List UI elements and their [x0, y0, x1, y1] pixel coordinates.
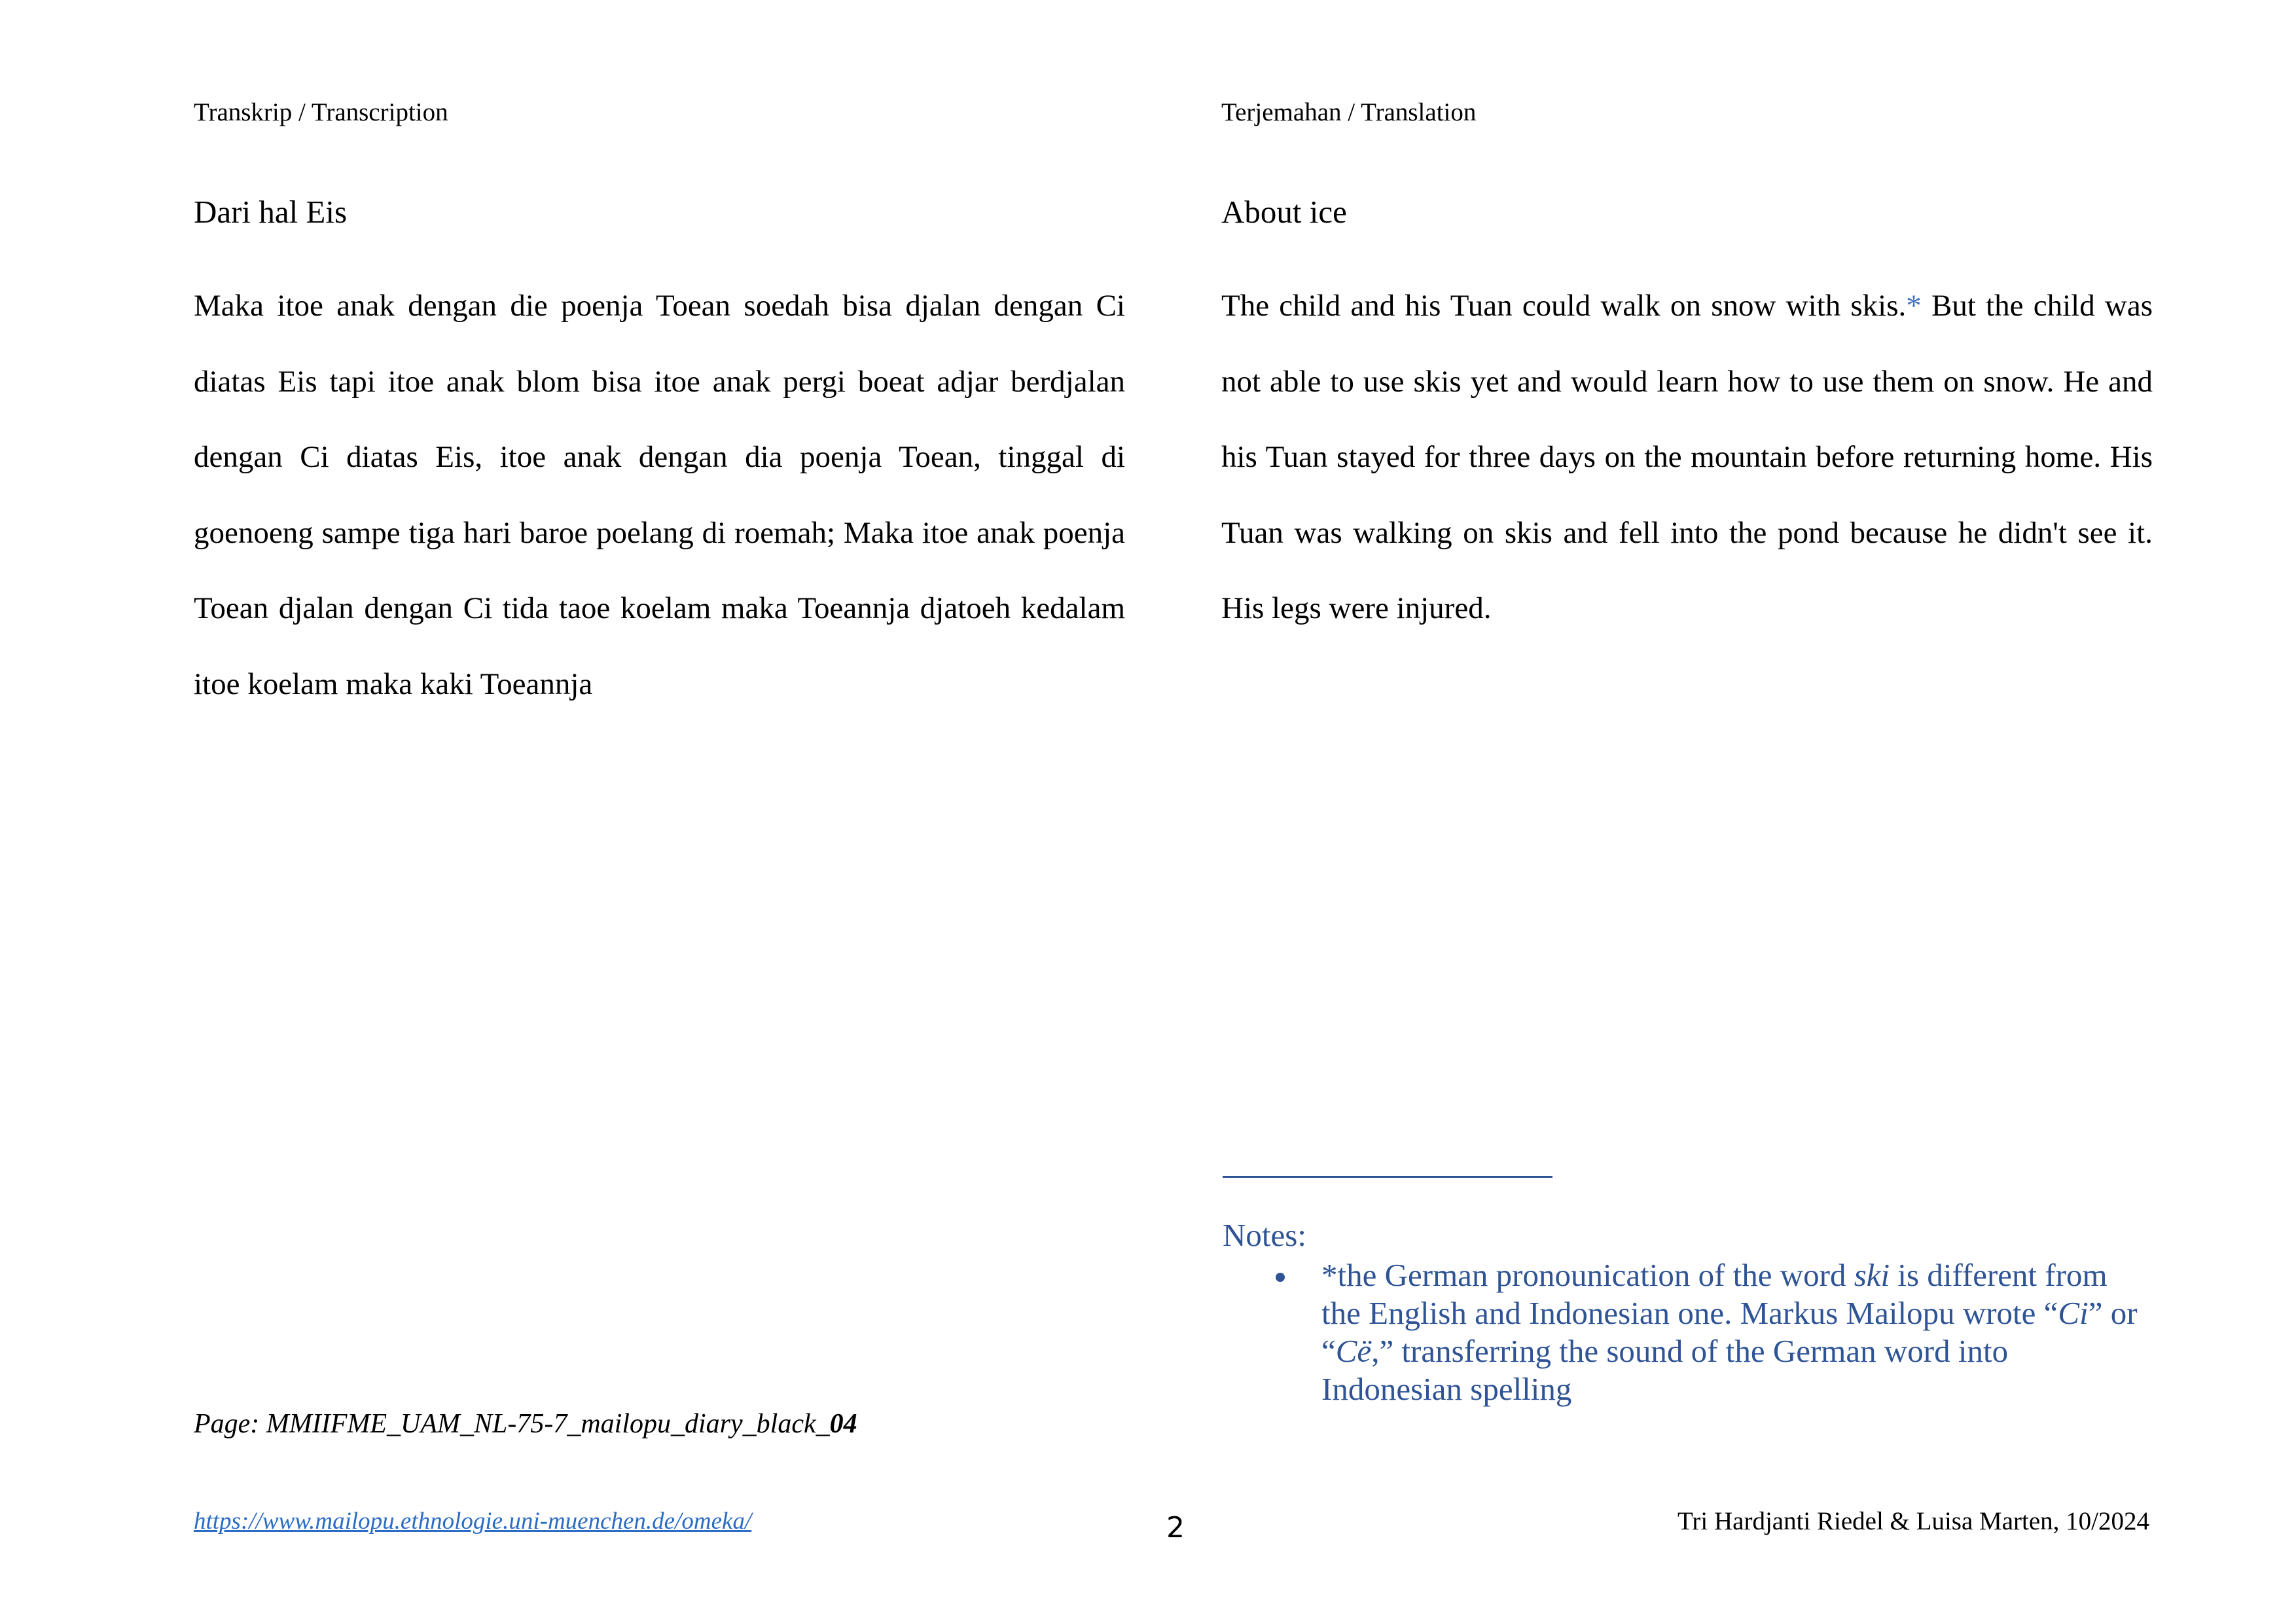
note-word-ski: ski [1854, 1257, 1890, 1293]
note-text-part2: is different from the English and Indonesian one. Markus Mailopu wrote “ [1321, 1257, 2108, 1331]
translation-body [1221, 268, 2153, 647]
notes-heading: Notes: [1223, 1217, 1306, 1253]
notes-divider [1223, 1176, 1552, 1178]
footnote-marker[interactable]: * [1906, 289, 1922, 323]
footer-credit: Tri Hardjanti Riedel & Luisa Marten, 10/2024 [1677, 1507, 2149, 1535]
transcription-header: Transkrip / Transcription [194, 98, 448, 126]
transcription-body: Maka itoe anak dengan die poenja Toean soedah bisa djalan dengan Ci diatas Eis tapi itoe anak blom bisa itoe anak pergi boeat adjar berdjalan dengan Ci diatas Eis, itoe anak dengan dia poenja Toean, tinggal di goenoeng sampe tiga hari baroe poelang di roemah; Maka itoe anak poenja Toean djalan dengan Ci tida taoe koelam maka Toeannja djatoeh kedalam itoe koelam maka kaki Toeannja [194, 289, 1125, 701]
note-word-ce: Cë [1335, 1333, 1372, 1369]
note-text-part4: ,” transferring the sound of the German word into Indonesian spelling [1321, 1333, 2009, 1407]
translation-body-part2: But the child was not able to use skis yet and would learn how to use them on snow. He and his Tuan stayed for three days on the mountain before returning home. His Tuan was walking on skis and fell into the pond because he didn't see it. His legs were injured. [1221, 289, 2153, 625]
note-item [1223, 1256, 2139, 1408]
notes-list [1223, 1256, 2139, 1408]
page-reference-number: 04 [829, 1409, 857, 1439]
page-reference-prefix: Page: MMIIFME_UAM_NL-75-7_mailopu_diary_black_ [194, 1409, 830, 1439]
transcription-title: Dari hal Eis [194, 194, 348, 230]
page-reference [194, 1408, 857, 1440]
note-text-part1: *the German pronounication of the word [1321, 1257, 1854, 1293]
translation-title: About ice [1221, 194, 1347, 230]
bullet-icon [1276, 1273, 1285, 1282]
page-number: 2 [1166, 1511, 1185, 1544]
note-word-ci: Ci [2058, 1295, 2089, 1331]
footer-link[interactable]: https://www.mailopu.ethnologie.uni-muenchen.de/omeka/ [194, 1508, 752, 1535]
translation-header: Terjemahan / Translation [1221, 98, 1477, 126]
translation-body-part1: The child and his Tuan could walk on snow with skis. [1221, 289, 1907, 323]
note-text-part3: ” or “ [1321, 1295, 2138, 1369]
